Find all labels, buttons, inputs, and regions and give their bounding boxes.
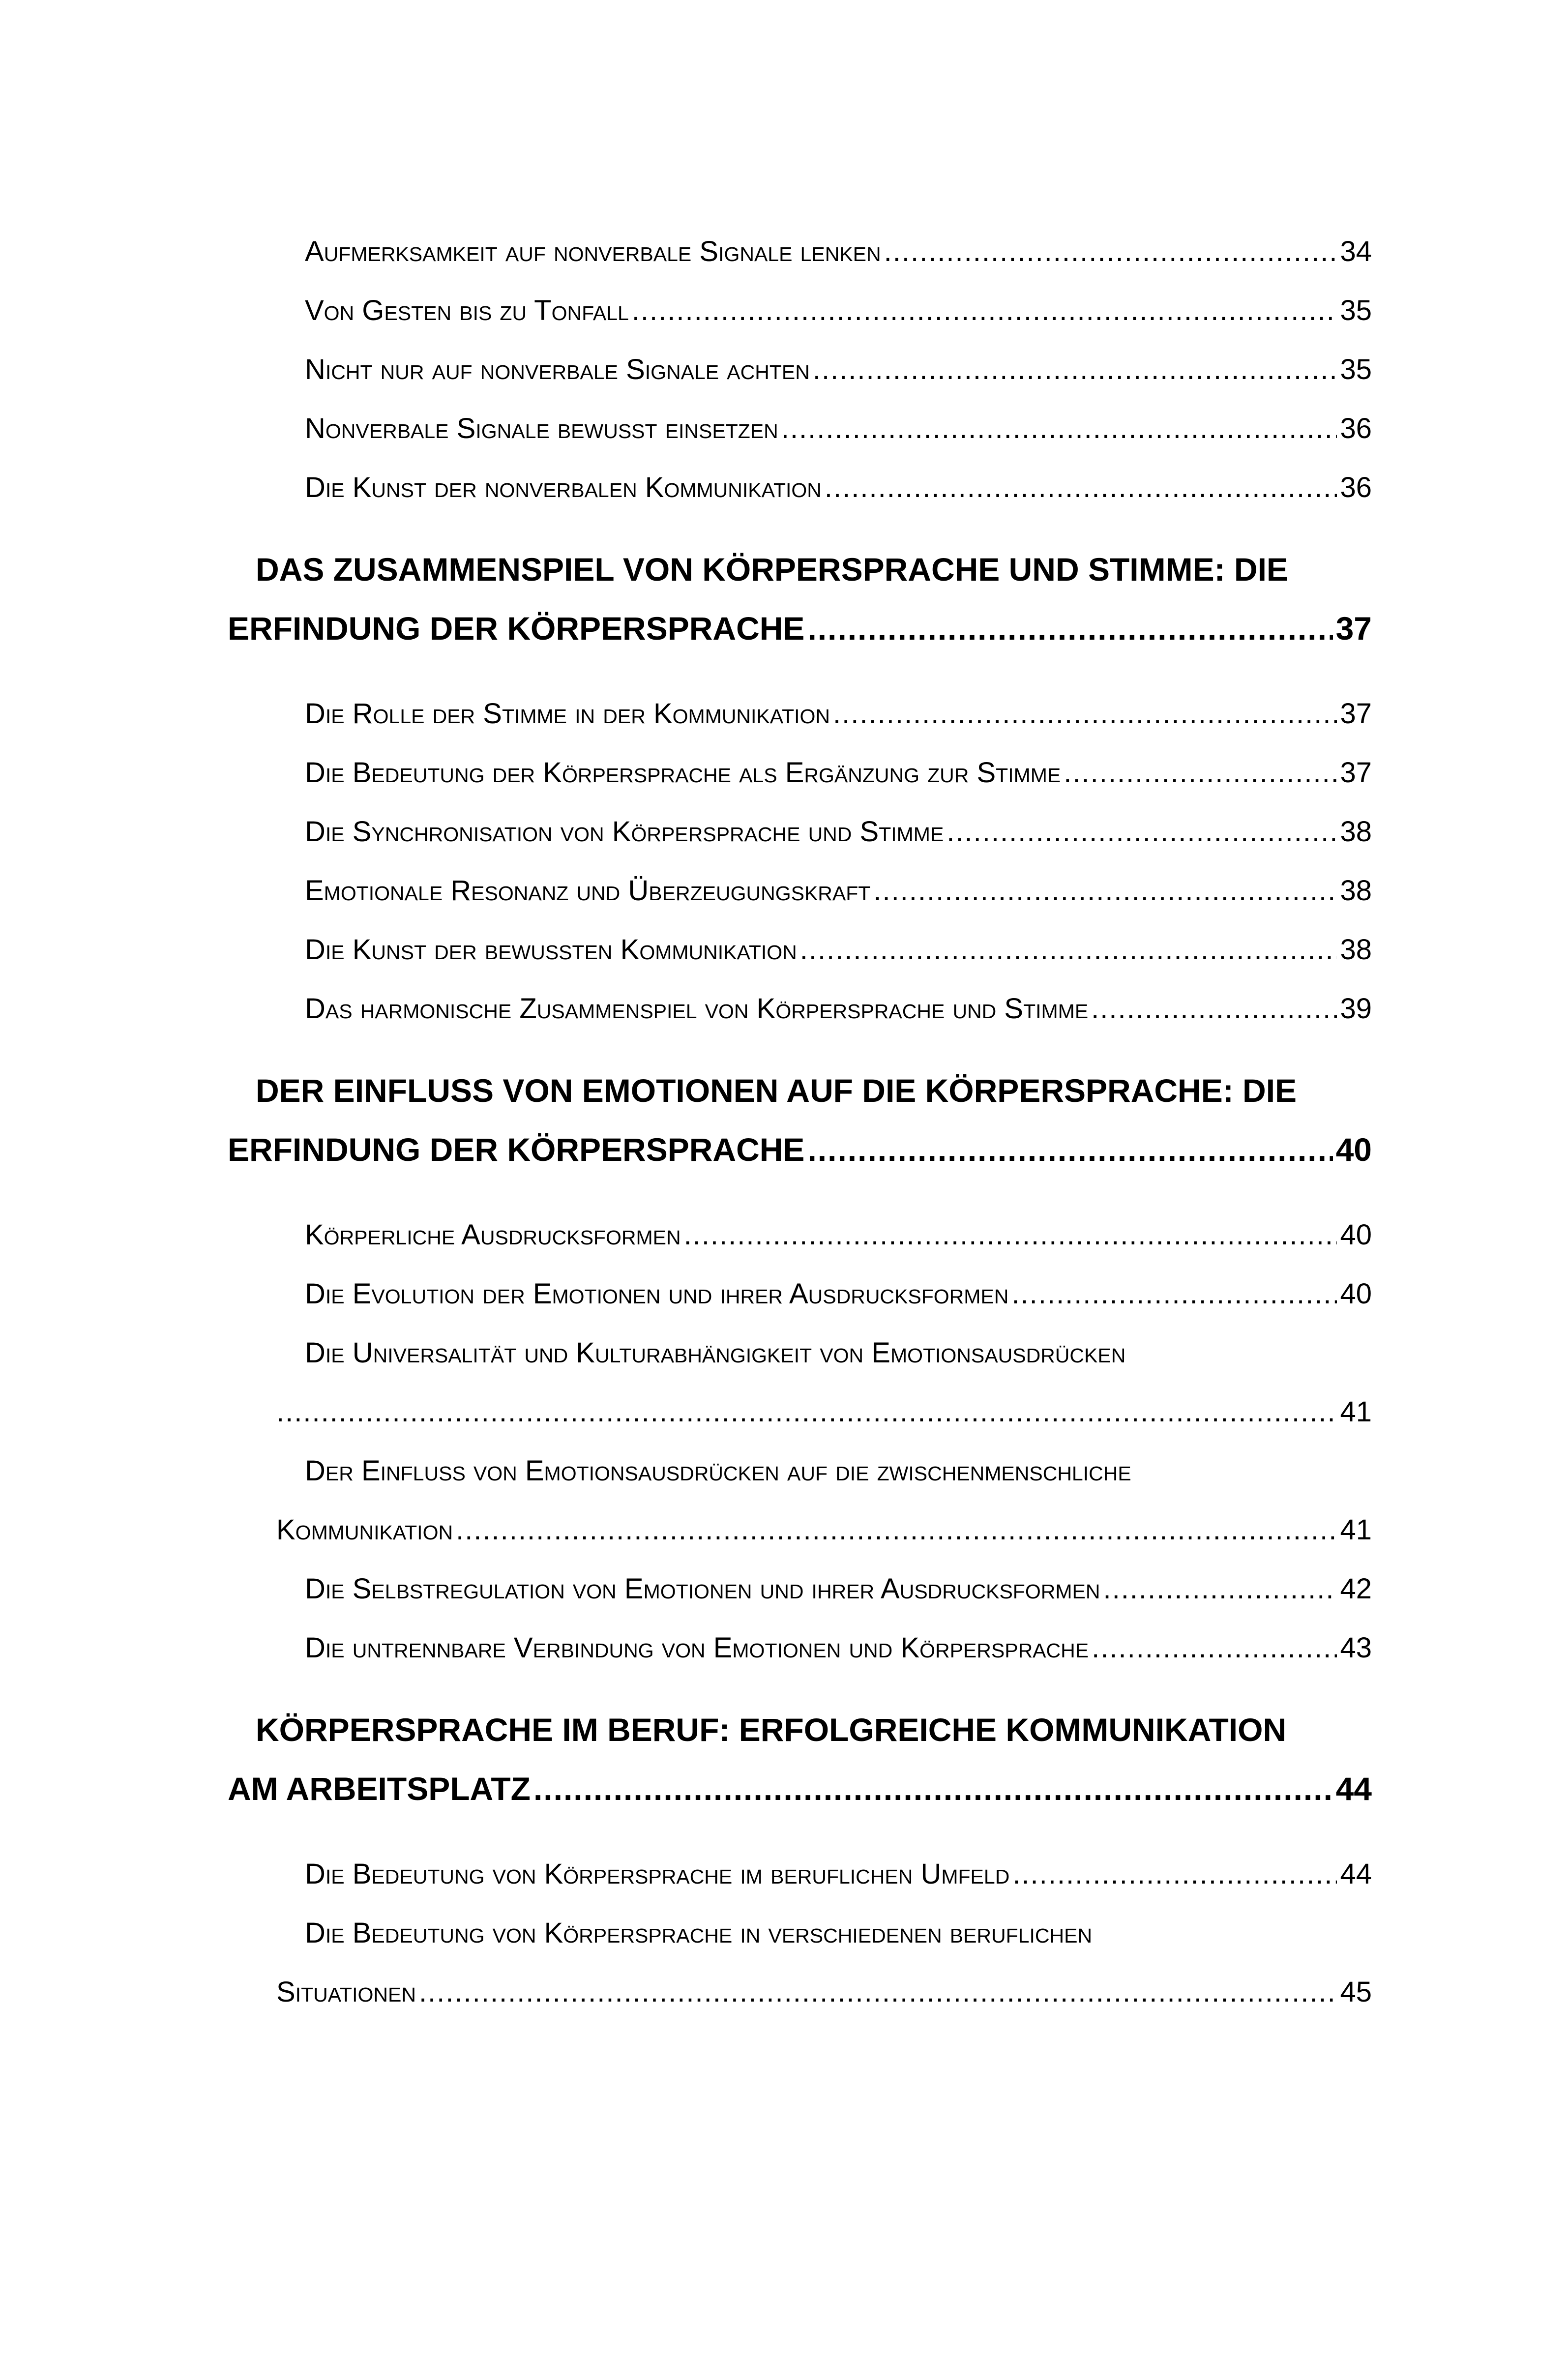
toc-entry-page: 40 — [1340, 1219, 1372, 1251]
toc-entry[interactable] — [305, 992, 1372, 1025]
dot-leader — [884, 235, 1337, 268]
toc-entry-title: Nonverbale Signale bewusst einsetzen — [305, 413, 778, 444]
toc-entry-page: 44 — [1340, 1858, 1372, 1890]
dot-leader — [807, 610, 1332, 647]
toc-entry-continuation[interactable] — [276, 1513, 1372, 1546]
toc-entry-title: Das harmonische Zusammenspiel von Körpersprache und Stimme — [305, 993, 1089, 1025]
toc-chapter-title: ERFINDUNG DER KÖRPERSPRACHE — [228, 610, 805, 647]
dot-leader — [276, 1395, 1337, 1428]
dot-leader — [800, 933, 1337, 966]
toc-entry[interactable] — [305, 412, 1372, 445]
toc-entry[interactable] — [305, 933, 1372, 966]
dot-leader — [1092, 1631, 1337, 1664]
toc-entry-page: 34 — [1340, 236, 1372, 267]
toc-chapter-entry[interactable] — [228, 1131, 1372, 1168]
toc-entry-title: Kommunikation — [276, 1514, 453, 1546]
toc-chapter-title: AM ARBEITSPLATZ — [228, 1770, 531, 1807]
toc-entry[interactable] — [305, 1858, 1372, 1890]
toc-entry[interactable] — [305, 471, 1372, 504]
toc-entry-page: 36 — [1340, 413, 1372, 444]
toc-entry-title: Von Gesten bis zu Tonfall — [305, 295, 629, 326]
toc-chapter-title: DER EINFLUSS VON EMOTIONEN AUF DIE KÖRPERSPRACHE: DIE — [256, 1072, 1297, 1109]
toc-entry-title: Die Selbstregulation von Emotionen und ihrer Ausdrucksformen — [305, 1573, 1100, 1605]
toc-entry[interactable] — [305, 353, 1372, 386]
toc-entry[interactable] — [305, 1277, 1372, 1310]
toc-entry-title: Die Bedeutung von Körpersprache im beruflichen Umfeld — [305, 1858, 1010, 1890]
dot-leader — [807, 1131, 1332, 1168]
dot-leader — [1011, 1277, 1337, 1310]
toc-entry-title: Situationen — [276, 1976, 416, 2008]
toc-entry-title: Die untrennbare Verbindung von Emotionen und Körpersprache — [305, 1632, 1089, 1664]
toc-entry[interactable] — [305, 697, 1372, 730]
toc-entry-page: 42 — [1340, 1573, 1372, 1605]
toc-entry-title: Die Synchronisation von Körpersprache und Stimme — [305, 816, 944, 848]
toc-entry-page: 35 — [1340, 295, 1372, 326]
toc-entry-title: Die Bedeutung von Körpersprache in verschiedenen beruflichen — [305, 1917, 1093, 1949]
toc-entry[interactable] — [305, 815, 1372, 848]
toc-entry-page: 39 — [1340, 993, 1372, 1025]
toc-entry-page: 37 — [1340, 757, 1372, 789]
toc-chapter-heading[interactable] — [256, 1072, 1400, 1109]
toc-entry-continuation[interactable] — [276, 1976, 1372, 2008]
toc-entry-line[interactable] — [305, 1336, 1372, 1369]
toc-entry-page: 38 — [1340, 875, 1372, 907]
dot-leader — [781, 412, 1337, 445]
toc-entry-title: Die Kunst der bewussten Kommunikation — [305, 934, 797, 966]
dot-leader — [873, 874, 1337, 907]
dot-leader — [1012, 1858, 1337, 1890]
toc-entry[interactable] — [305, 756, 1372, 789]
toc-entry[interactable] — [305, 1631, 1372, 1664]
dot-leader — [1091, 992, 1337, 1025]
toc-entry-page: 41 — [1340, 1396, 1372, 1428]
toc-chapter-entry[interactable] — [228, 1770, 1372, 1807]
dot-leader — [533, 1770, 1333, 1807]
toc-entry[interactable] — [305, 874, 1372, 907]
toc-chapter-title: KÖRPERSPRACHE IM BERUF: ERFOLGREICHE KOMMUNIKATION — [256, 1711, 1287, 1748]
toc-chapter-title: ERFINDUNG DER KÖRPERSPRACHE — [228, 1131, 805, 1168]
toc-entry-title: Die Evolution der Emotionen und ihrer Ausdrucksformen — [305, 1278, 1009, 1310]
toc-entry-line[interactable] — [305, 1917, 1372, 1949]
toc-chapter-entry[interactable] — [228, 610, 1372, 647]
dot-leader — [947, 815, 1337, 848]
toc-entry-page: 37 — [1340, 698, 1372, 730]
dot-leader — [684, 1218, 1337, 1251]
toc-chapter-page: 44 — [1335, 1770, 1372, 1807]
toc-entry-title: Körperliche Ausdrucksformen — [305, 1219, 681, 1251]
toc-entry-title: Die Kunst der nonverbalen Kommunikation — [305, 472, 822, 503]
toc-entry-title: Die Universalität und Kulturabhängigkeit von Emotionsausdrücken — [305, 1337, 1126, 1369]
toc-entry-title: Die Rolle der Stimme in der Kommunikation — [305, 698, 830, 730]
toc-chapter-heading[interactable] — [256, 1711, 1400, 1748]
toc-entry-page: 38 — [1340, 934, 1372, 966]
dot-leader — [1103, 1572, 1337, 1605]
toc-entry-page: 36 — [1340, 472, 1372, 503]
dot-leader — [419, 1976, 1337, 2008]
toc-entry[interactable] — [305, 1572, 1372, 1605]
dot-leader — [456, 1513, 1337, 1546]
toc-entry-page: 40 — [1340, 1278, 1372, 1310]
toc-entry-page: 45 — [1340, 1976, 1372, 2008]
toc-chapter-page: 40 — [1335, 1131, 1372, 1168]
toc-entry-line[interactable] — [305, 1454, 1372, 1487]
toc-entry[interactable] — [305, 235, 1372, 268]
dot-leader — [825, 471, 1337, 504]
toc-entry[interactable] — [305, 294, 1372, 327]
dot-leader — [632, 294, 1337, 327]
toc-entry-page: 41 — [1340, 1514, 1372, 1546]
toc-entry-title: Nicht nur auf nonverbale Signale achten — [305, 354, 810, 385]
toc-chapter-heading[interactable] — [256, 551, 1400, 588]
dot-leader — [1064, 756, 1337, 789]
toc-entry-page: 35 — [1340, 354, 1372, 385]
toc-entry-page: 43 — [1340, 1632, 1372, 1664]
toc-entry-title: Der Einfluss von Emotionsausdrücken auf die zwischenmenschliche — [305, 1455, 1131, 1487]
toc-entry[interactable] — [305, 1218, 1372, 1251]
toc-entry-continuation[interactable] — [276, 1395, 1372, 1428]
dot-leader — [813, 353, 1337, 386]
toc-entry-title: Die Bedeutung der Körpersprache als Ergänzung zur Stimme — [305, 757, 1061, 789]
toc-chapter-page: 37 — [1335, 610, 1372, 647]
toc-entry-title: Emotionale Resonanz und Überzeugungskraft — [305, 875, 871, 907]
toc-entry-page: 38 — [1340, 816, 1372, 848]
toc-entry-title: Aufmerksamkeit auf nonverbale Signale lenken — [305, 236, 881, 267]
toc-chapter-title: DAS ZUSAMMENSPIEL VON KÖRPERSPRACHE UND STIMME: DIE — [256, 551, 1288, 588]
dot-leader — [833, 697, 1337, 730]
